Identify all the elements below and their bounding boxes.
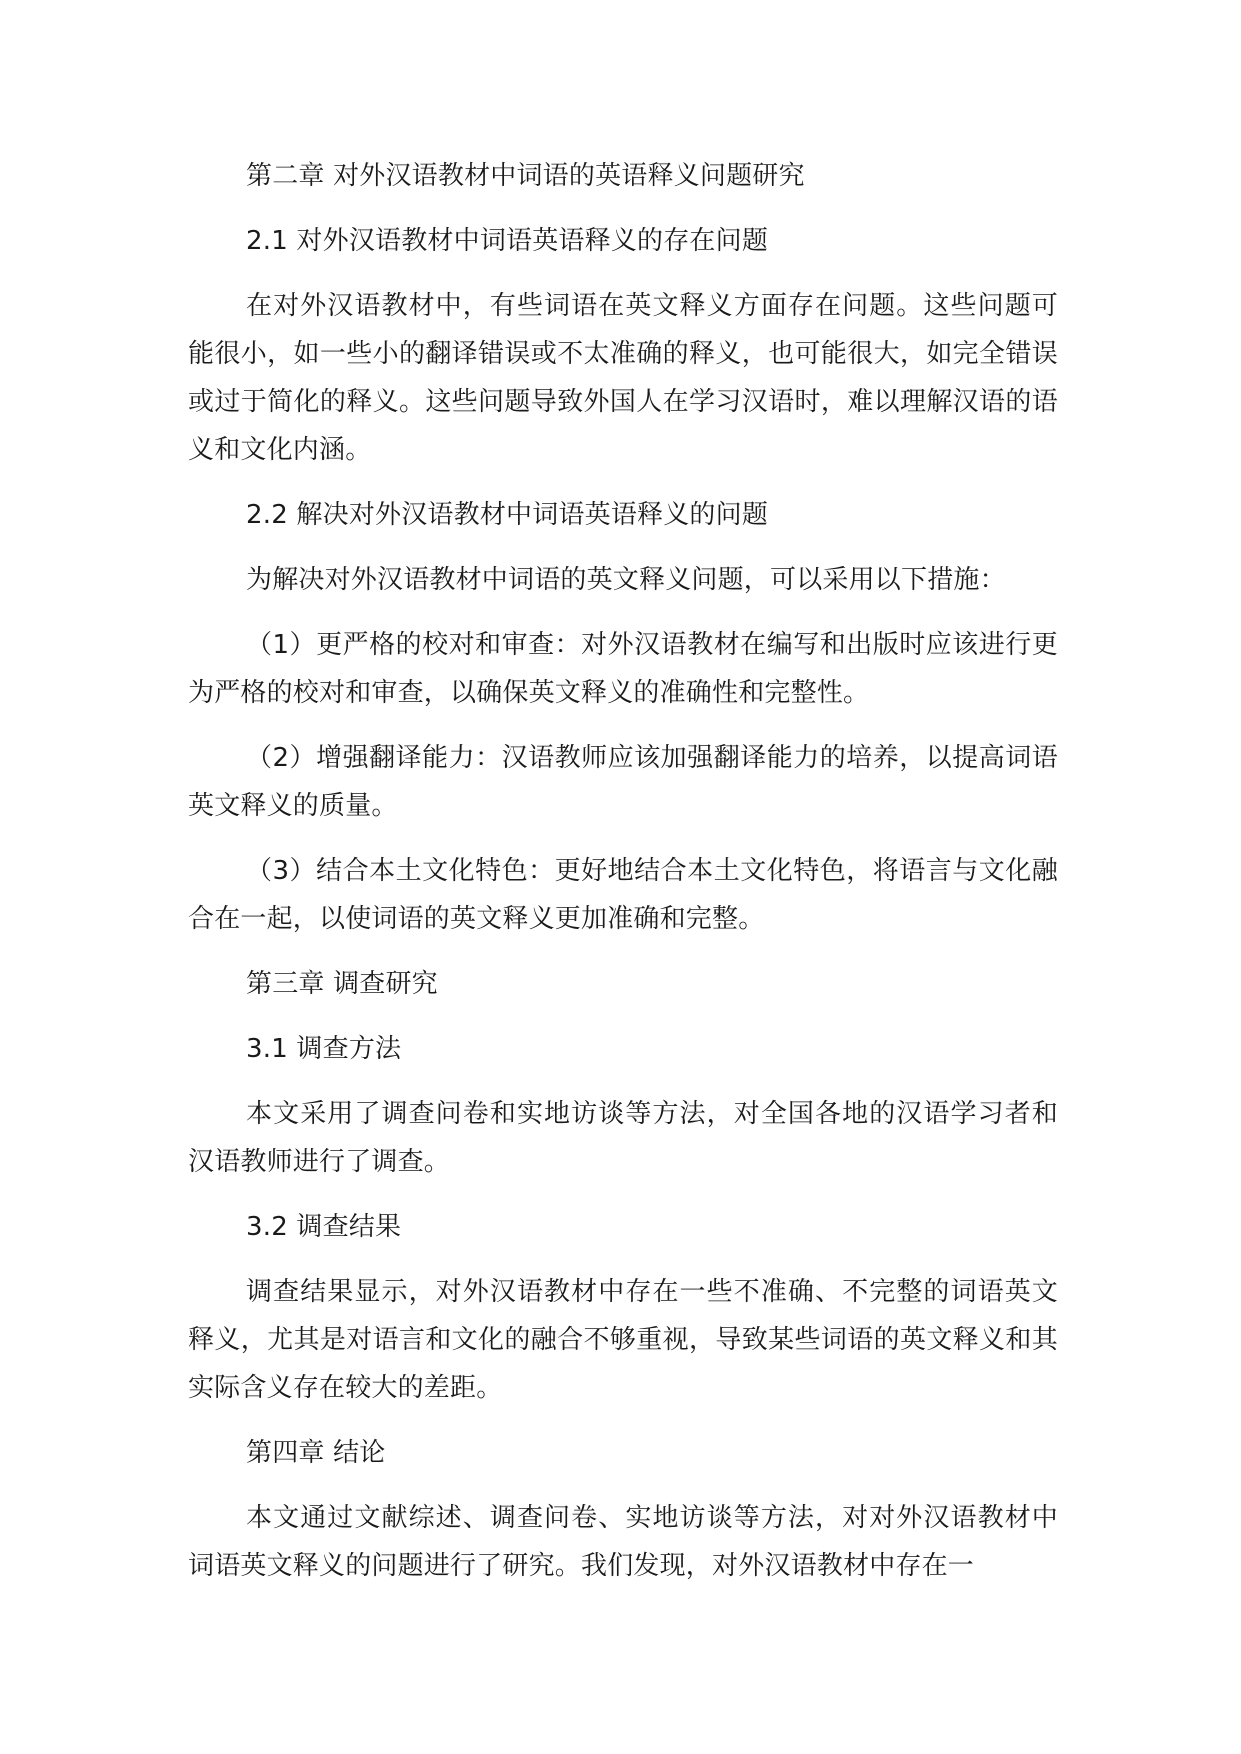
chapter-3-title: 第三章 调查研究 bbox=[246, 969, 438, 999]
section-2-1-paragraph: 在对外汉语教材中，有些词语在英文释义方面存在问题。这些问题可能很小，如一些小的翻译错误或不太准确的释义，也可能很大，如完全错误或过于简化的释义。这些问题导致外国人在学习汉语时，难以理解汉语的语义和文化内涵。 bbox=[188, 291, 1058, 465]
section-3-2-paragraph: 调查结果显示，对外汉语教材中存在一些不准确、不完整的词语英文释义，尤其是对语言和文化的融合不够重视，导致某些词语的英文释义和其实际含义存在较大的差距。 bbox=[188, 1277, 1058, 1403]
chapter-2-title: 第二章 对外汉语教材中词语的英语释义问题研究 bbox=[246, 161, 805, 191]
conclusion-paragraph: 本文通过文献综述、调查问卷、实地访谈等方法，对对外汉语教材中词语英文释义的问题进行了研究。我们发现，对外汉语教材中存在一 bbox=[188, 1503, 1058, 1581]
section-2-2-intro: 为解决对外汉语教材中词语的英文释义问题，可以采用以下措施： bbox=[246, 565, 1006, 595]
measure-2-paragraph: （2）增强翻译能力：汉语教师应该加强翻译能力的培养，以提高词语英文释义的质量。 bbox=[188, 743, 1058, 821]
chapter-4-title: 第四章 结论 bbox=[246, 1438, 386, 1468]
section-2-1-title: 2.1 对外汉语教材中词语英语释义的存在问题 bbox=[246, 226, 769, 256]
section-3-2-title: 3.2 调查结果 bbox=[246, 1212, 402, 1242]
section-3-1-paragraph: 本文采用了调查问卷和实地访谈等方法，对全国各地的汉语学习者和汉语教师进行了调查。 bbox=[188, 1099, 1058, 1177]
document-body bbox=[188, 152, 1058, 1607]
measure-3-paragraph: （3）结合本土文化特色：更好地结合本土文化特色，将语言与文化融合在一起，以使词语的英文释义更加准确和完整。 bbox=[188, 856, 1058, 934]
measure-1-paragraph: （1）更严格的校对和审查：对外汉语教材在编写和出版时应该进行更为严格的校对和审查，以确保英文释义的准确性和完整性。 bbox=[188, 630, 1058, 708]
section-3-1-title: 3.1 调查方法 bbox=[246, 1034, 402, 1064]
section-2-2-title: 2.2 解决对外汉语教材中词语英语释义的问题 bbox=[246, 500, 769, 530]
